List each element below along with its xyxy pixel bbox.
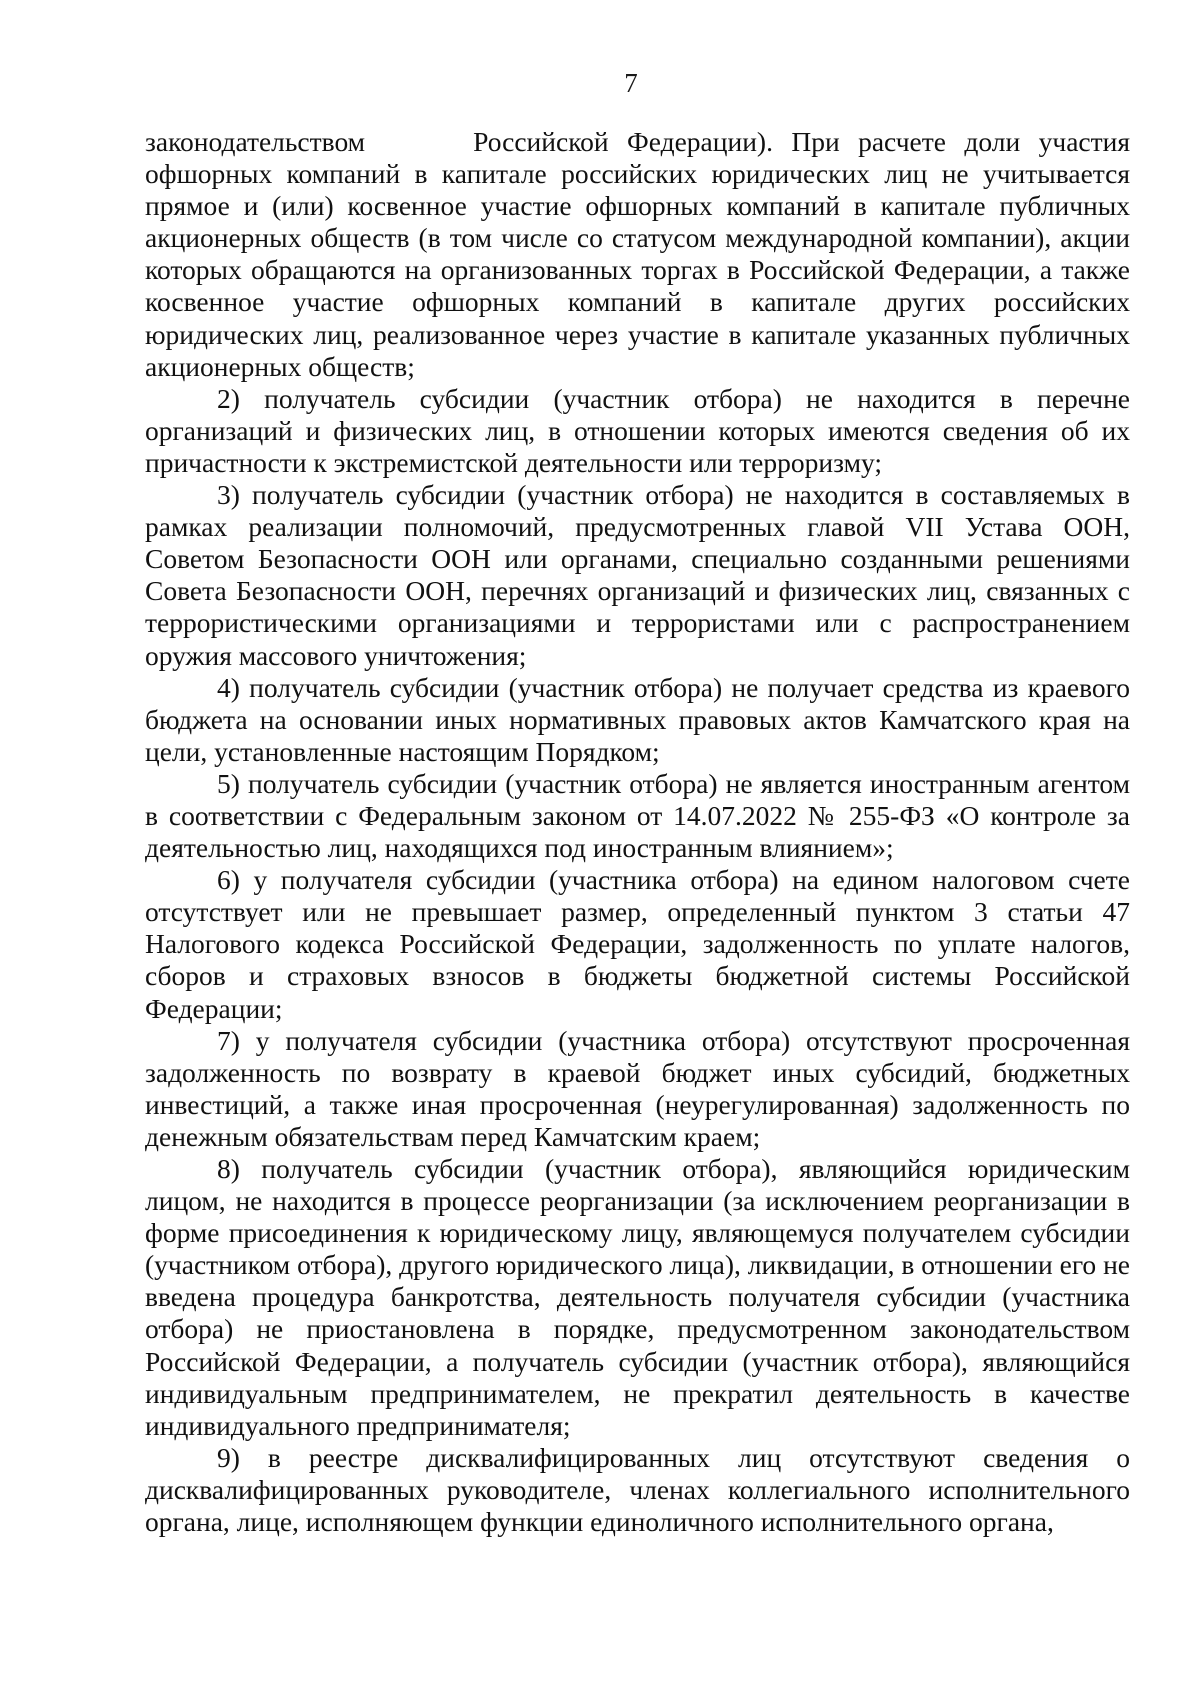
paragraph-lead-word: законодательством <box>145 126 366 157</box>
paragraph-continued <box>145 126 1130 383</box>
paragraph-item-3: 3) получатель субсидии (участник отбора) не находится в составляемых в рамках реализации полномочий, предусмотренных главой VII Устава ООН, Советом Безопасности ООН или органами, специально созданными решениями Совета Безопасности ООН, перечнях организаций и физических лиц, связанных с террористическими организациями и террористами или с распространением оружия массового уничтожения; <box>145 479 1130 671</box>
paragraph-item-7: 7) у получателя субсидии (участника отбора) отсутствуют просроченная задолженность по возврату в краевой бюджет иных субсидий, бюджетных инвестиций, а также иная просроченная (неурегулированная) задолженность по денежным обязательствам перед Камчатским краем; <box>145 1024 1130 1152</box>
document-body <box>145 126 1130 1538</box>
paragraph-item-2: 2) получатель субсидии (участник отбора) не находится в перечне организаций и физических лиц, в отношении которых имеются сведения об их причастности к экстремистской деятельности или терроризму; <box>145 382 1130 478</box>
page-number: 7 <box>624 68 638 98</box>
paragraph-item-6: 6) у получателя субсидии (участника отбора) на едином налоговом счете отсутствует или не превышает размер, определенный пунктом 3 статьи 47 Налогового кодекса Российской Федерации, задолженность по уплате налогов, сборов и страховых взносов в бюджеты бюджетной системы Российской Федерации; <box>145 864 1130 1024</box>
paragraph-item-4: 4) получатель субсидии (участник отбора) не получает средства из краевого бюджета на основании иных нормативных правовых актов Камчатского края на цели, установленные настоящим Порядком; <box>145 671 1130 767</box>
paragraph-text: Российской Федерации). При расчете доли участия офшорных компаний в капитале российских юридических лиц не учитывается прямое и (или) косвенное участие офшорных компаний в капитале публичных акционерных обществ (в том числе со статусом международной компании), акции которых обращаются на организованных торгах в Российской Федерации, а также косвенное участие офшорных компаний в капитале других российских юридических лиц, реализованное через участие в капитале указанных публичных акционерных обществ; <box>145 126 1130 382</box>
paragraph-item-8: 8) получатель субсидии (участник отбора), являющийся юридическим лицом, не находится в процессе реорганизации (за исключением реорганизации в форме присоединения к юридическому лицу, являющемуся получателем субсидии (участником отбора), другого юридического лица), ликвидации, в отношении его не введена процедура банкротства, деятельность получателя субсидии (участника отбора) не приостановлена в порядке, предусмотренном законодательством Российской Федерации, а получатель субсидии (участник отбора), являющийся индивидуальным предпринимателем, не прекратил деятельность в качестве индивидуального предпринимателя; <box>145 1153 1130 1441</box>
paragraph-item-5: 5) получатель субсидии (участник отбора) не является иностранным агентом в соответствии с Федеральным законом от 14.07.2022 № 255-ФЗ «О контроле за деятельностью лиц, находящихся под иностранным влиянием»; <box>145 767 1130 864</box>
paragraph-item-9: 9) в реестре дисквалифицированных лиц отсутствуют сведения о дисквалифицированных руководителе, членах коллегиального исполнительного органа, лице, исполняющем функции единоличного исполнительного органа, <box>145 1441 1130 1538</box>
